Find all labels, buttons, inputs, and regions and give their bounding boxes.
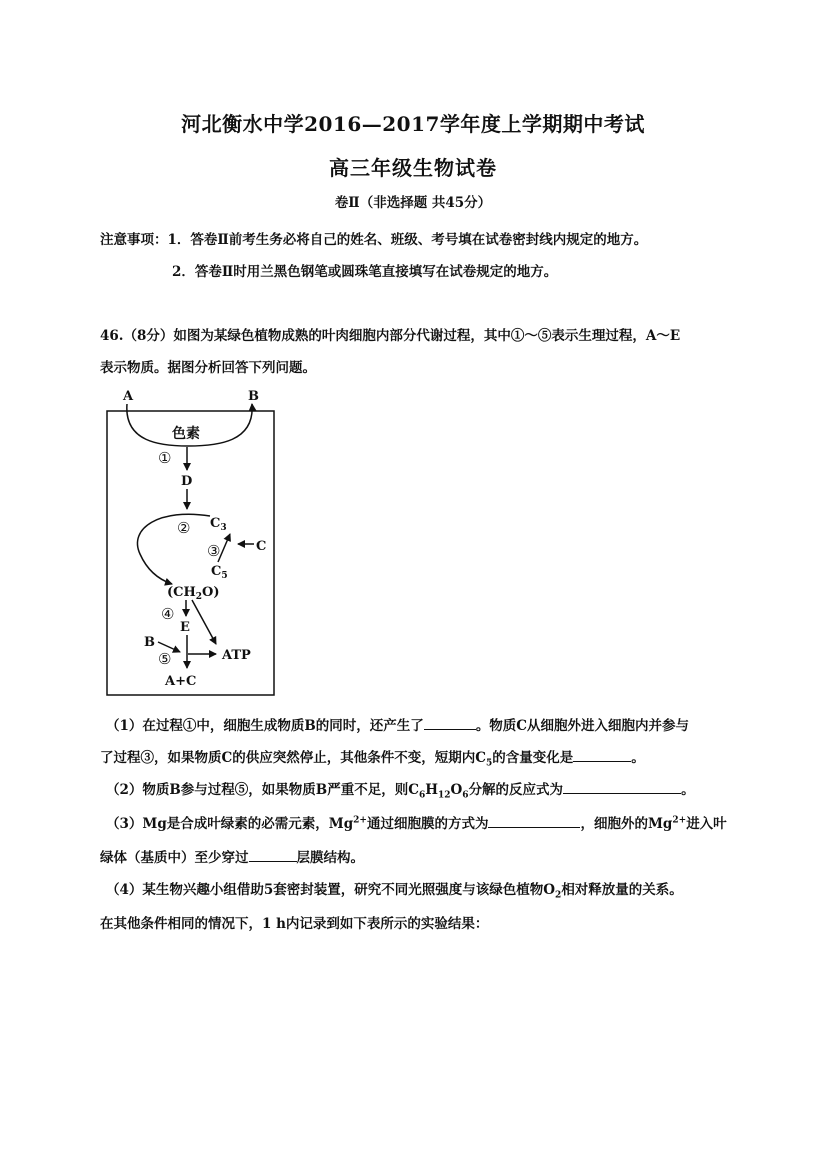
question-46-stem-2: 表示物质。据图分析回答下列问题。 [100, 360, 316, 376]
products-label: A+C [165, 674, 197, 689]
label-e: E [180, 620, 190, 635]
atp-label: ATP [222, 648, 251, 663]
metabolism-diagram-svg [100, 384, 290, 702]
part-4-line-1: （4）某生物兴趣小组借助5套密封装置，研究不同光照强度与该绿色植物$O_2$相对释放量的关系。 [106, 882, 683, 901]
notice-line-2: 2．答卷Ⅱ时用兰黑色钢笔或圆珠笔直接填写在试卷规定的地方。 [172, 264, 558, 280]
notice-line-1: 注意事项：1．答卷Ⅱ前考生务必将自己的姓名、班级、考号填在试卷密封线内规定的地方。 [100, 232, 648, 248]
step-3-marker: ③ [207, 542, 221, 560]
part-4-line-2: 在其他条件相同的情况下，1 h内记录到如下表所示的实验结果： [100, 916, 489, 932]
label-c-right: C [256, 539, 267, 554]
answer-blank-1b[interactable] [573, 749, 631, 762]
c3-label: $C_3$ [210, 516, 227, 533]
label-d: D [181, 474, 193, 489]
step-1-marker: ① [158, 449, 172, 467]
label-b-lower: B [144, 635, 155, 650]
label-a: A [123, 389, 134, 404]
ch2o-label: $(CH_2O)$ [167, 585, 220, 602]
exam-title: 河北衡水中学2016—2017学年度上学期期中考试 [181, 112, 645, 136]
step-5-marker: ⑤ [158, 650, 172, 668]
answer-blank-1a[interactable] [424, 717, 476, 730]
calvin-cycle-arc [137, 514, 210, 584]
pigment-label: 色素 [172, 426, 200, 442]
c5-label: $C_5$ [211, 564, 228, 581]
part-1-line-1: （1）在过程①中，细胞生成物质B的同时，还产生了 。物质C从细胞外进入细胞内并参与 [106, 718, 690, 734]
section-heading: 卷Ⅱ（非选择题 共45分） [334, 195, 492, 211]
part-2-line: （2）物质B参与过程⑤，如果物质B严重不足，则$C_6H_{12}O_6$分解的反应式为 。 [106, 782, 695, 801]
part-1-line-2: 了过程③，如果物质C的供应突然停止，其他条件不变，短期内$C_5$的含量变化是 。 [100, 750, 645, 769]
label-b-top: B [248, 389, 259, 404]
arrow-ch2o-to-atp [192, 600, 216, 644]
step-2-marker: ② [177, 519, 191, 537]
answer-blank-2[interactable] [563, 781, 681, 794]
question-46-stem-1: 46.（8分）如图为某绿色植物成熟的叶肉细胞内部分代谢过程，其中①～⑤表示生理过程，A～E [100, 328, 681, 344]
answer-blank-3b[interactable] [249, 849, 297, 862]
step-4-marker: ④ [161, 605, 175, 623]
exam-subtitle: 高三年级生物试卷 [329, 156, 497, 180]
part-3-line-2: 绿体（基质中）至少穿过 层膜结构。 [100, 850, 364, 866]
answer-blank-3a[interactable] [488, 815, 580, 828]
part-3-line-1: （3）Mg是合成叶绿素的必需元素，$Mg^{2+}$通过细胞膜的方式为 ，细胞外的$Mg^{2+}$进入叶 [106, 815, 727, 832]
metabolism-diagram [100, 384, 290, 702]
